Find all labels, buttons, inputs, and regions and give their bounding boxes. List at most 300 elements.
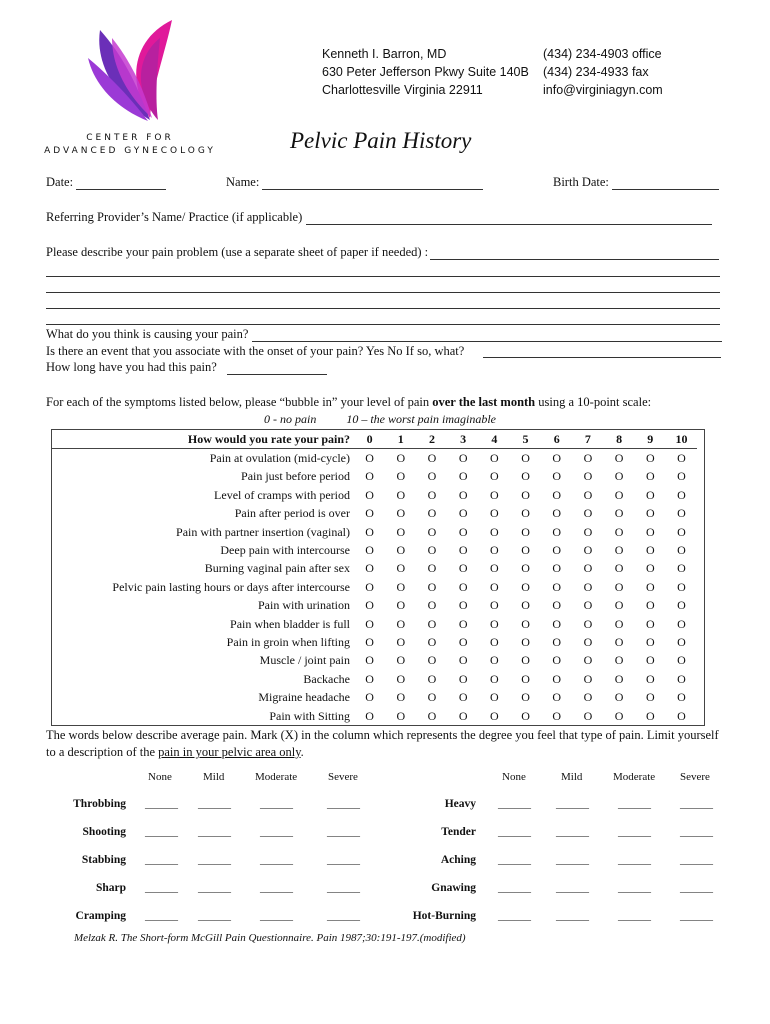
referring-field[interactable] [306, 224, 712, 225]
rating-bubble[interactable]: O [365, 524, 374, 539]
rating-bubble[interactable]: O [490, 616, 499, 631]
rating-column-1: 1 [397, 431, 404, 446]
pain-level-blank[interactable]: ______ [198, 854, 231, 866]
rating-bubble[interactable]: O [427, 579, 437, 594]
rating-bubble[interactable]: O [677, 671, 686, 686]
rating-bubble[interactable]: O [521, 671, 530, 686]
rating-bubble[interactable]: O [521, 579, 530, 594]
name-label: Name: [226, 175, 260, 189]
practice-contact [543, 45, 663, 99]
rating-bubble[interactable]: O [521, 653, 530, 668]
rating-bubble[interactable]: O [645, 579, 655, 594]
pain-word-label: Hot-Burning [412, 910, 476, 922]
rating-bubble[interactable]: O [458, 487, 468, 502]
rating-question: How would you rate your pain? [187, 431, 350, 446]
rating-bubble[interactable]: O [396, 690, 406, 705]
rating-bubble[interactable]: O [427, 690, 437, 705]
rating-bubble[interactable]: O [614, 579, 624, 594]
pain-word-label: Stabbing [81, 854, 126, 866]
rating-bubble[interactable]: O [490, 561, 499, 576]
rating-bubble[interactable]: O [583, 579, 593, 594]
rating-instructions-bold: over the last month [432, 395, 536, 409]
rating-bubble[interactable]: O [458, 598, 468, 613]
rating-bubble[interactable]: O [396, 469, 406, 484]
rating-bubble[interactable]: O [521, 634, 530, 649]
page-title: Pelvic Pain History [290, 128, 472, 153]
pain-level-blank[interactable]: ______ [680, 826, 713, 838]
rating-bubble[interactable]: O [396, 671, 406, 686]
pain-level-blank[interactable]: ______ [680, 854, 713, 866]
rating-bubble[interactable]: O [583, 690, 593, 705]
birth-date-field[interactable] [612, 189, 719, 190]
rating-bubble[interactable]: O [458, 671, 468, 686]
level-header-left-moderate: Moderate [255, 771, 298, 783]
rating-bubble[interactable]: O [490, 653, 499, 668]
rating-bubble[interactable]: O [365, 487, 374, 502]
rating-bubble[interactable]: O [458, 524, 468, 539]
rating-bubble[interactable]: O [614, 690, 624, 705]
level-header-left-none: None [148, 771, 172, 783]
describe-field-1[interactable] [430, 259, 719, 260]
rating-bubble[interactable]: O [427, 671, 437, 686]
rating-bubble[interactable]: O [645, 653, 655, 668]
rating-bubble[interactable]: O [677, 616, 686, 631]
rating-bubble[interactable]: O [458, 690, 468, 705]
rating-bubble[interactable]: O [677, 524, 686, 539]
rating-bubble[interactable]: O [552, 487, 562, 502]
pain-level-blank[interactable]: ______ [680, 798, 713, 810]
rating-bubble[interactable]: O [365, 616, 374, 631]
symptom-label: Pain with Sitting [269, 708, 350, 723]
rating-bubble[interactable]: O [458, 543, 468, 558]
level-header-right-moderate: Moderate [613, 771, 656, 783]
rating-bubble[interactable]: O [552, 524, 562, 539]
rating-bubble[interactable]: O [396, 487, 406, 502]
rating-row [52, 449, 697, 468]
rating-bubble[interactable]: O [677, 506, 686, 521]
rating-bubble[interactable]: O [583, 598, 593, 613]
rating-bubble[interactable]: O [677, 690, 686, 705]
pain-level-blank[interactable]: ______ [260, 910, 293, 922]
rating-bubble[interactable]: O [490, 634, 499, 649]
phone-office: (434) 234-4903 office [543, 47, 662, 61]
rating-bubble[interactable]: O [552, 598, 562, 613]
rating-bubble[interactable]: O [614, 598, 624, 613]
rating-bubble[interactable]: O [645, 543, 655, 558]
rating-bubble[interactable]: O [427, 616, 437, 631]
pain-level-blank[interactable]: ______ [618, 854, 651, 866]
rating-bubble[interactable]: O [614, 506, 624, 521]
pain-level-blank[interactable]: ______ [498, 882, 531, 894]
rating-bubble[interactable]: O [490, 671, 499, 686]
rating-bubble[interactable]: O [583, 616, 593, 631]
rating-bubble[interactable]: O [365, 708, 374, 723]
rating-bubble[interactable]: O [365, 561, 374, 576]
rating-bubble[interactable]: O [552, 616, 562, 631]
logo-line2: ADVANCED GYNECOLOGY [44, 146, 216, 156]
pain-level-blank[interactable]: ______ [198, 910, 231, 922]
rating-bubble[interactable]: O [552, 543, 562, 558]
pain-level-blank[interactable]: ______ [556, 826, 589, 838]
rating-column-6: 6 [553, 431, 560, 446]
rating-bubble[interactable]: O [583, 634, 593, 649]
rating-bubble[interactable]: O [645, 506, 655, 521]
rating-bubble[interactable]: O [614, 469, 624, 484]
rating-row [52, 505, 697, 523]
rating-header-row [52, 430, 697, 449]
rating-bubble[interactable]: O [583, 469, 593, 484]
address-line2: Charlottesville Virginia 22911 [322, 83, 483, 97]
symptom-label: Migraine headache [258, 690, 350, 705]
rating-bubble[interactable]: O [614, 543, 624, 558]
rating-bubble[interactable]: O [365, 598, 374, 613]
referring-label: Referring Provider’s Name/ Practice (if applicable) [46, 210, 303, 224]
rating-bubble[interactable]: O [677, 598, 686, 613]
rating-bubble[interactable]: O [458, 561, 468, 576]
rating-bubble[interactable]: O [458, 451, 468, 466]
rating-bubble[interactable]: O [614, 451, 624, 466]
level-header-right-severe: Severe [680, 771, 710, 783]
pain-level-blank[interactable]: ______ [327, 826, 360, 838]
rating-bubble[interactable]: O [583, 487, 593, 502]
rating-row [52, 560, 697, 578]
pain-level-blank[interactable]: ______ [498, 798, 531, 810]
pain-word-label: Tender [441, 826, 476, 838]
rating-bubble[interactable]: O [552, 579, 562, 594]
rating-bubble[interactable]: O [458, 653, 468, 668]
rating-bubble[interactable]: O [677, 487, 686, 502]
rating-row [52, 578, 697, 596]
rating-bubble[interactable]: O [645, 487, 655, 502]
rating-bubble[interactable]: O [458, 616, 468, 631]
rating-bubble[interactable]: O [365, 469, 374, 484]
pain-word-label: Aching [440, 854, 476, 866]
rating-bubble[interactable]: O [365, 690, 374, 705]
rating-bubble[interactable]: O [614, 561, 624, 576]
rating-bubble[interactable]: O [427, 634, 437, 649]
rating-bubble[interactable]: O [614, 487, 624, 502]
describe-field-2[interactable] [46, 276, 720, 277]
symptom-label: Pain in groin when lifting [226, 634, 350, 649]
pain-level-blank[interactable]: ______ [145, 798, 178, 810]
rating-bubble[interactable]: O [490, 708, 499, 723]
pain-level-blank[interactable]: ______ [498, 854, 531, 866]
rating-instructions-end: using a 10-point scale: [535, 395, 652, 409]
pain-level-blank[interactable]: ______ [618, 798, 651, 810]
pain-word-label: Throbbing [73, 798, 126, 810]
describe-label: Please describe your pain problem (use a separate sheet of paper if needed) : [46, 245, 429, 259]
pain-level-blank[interactable]: ______ [145, 882, 178, 894]
pain-level-blank[interactable]: ______ [556, 882, 589, 894]
rating-bubble[interactable]: O [583, 561, 593, 576]
rating-bubble[interactable]: O [521, 451, 530, 466]
pain-level-blank[interactable]: ______ [327, 882, 360, 894]
rating-bubble[interactable]: O [521, 616, 530, 631]
rating-bubble[interactable]: O [552, 634, 562, 649]
rating-bubble[interactable]: O [552, 708, 562, 723]
rating-bubble[interactable]: O [583, 653, 593, 668]
rating-bubble[interactable]: O [677, 451, 686, 466]
pain-level-blank[interactable]: ______ [198, 798, 231, 810]
how-long-field[interactable] [227, 374, 327, 375]
symptom-label: Burning vaginal pain after sex [204, 561, 350, 576]
rating-bubble[interactable]: O [552, 671, 562, 686]
pain-level-blank[interactable]: ______ [498, 910, 531, 922]
rating-bubble[interactable]: O [552, 469, 562, 484]
rating-bubble[interactable]: O [427, 598, 437, 613]
rating-bubble[interactable]: O [490, 598, 499, 613]
rating-bubble[interactable]: O [645, 561, 655, 576]
rating-row [52, 688, 697, 706]
rating-bubble[interactable]: O [365, 579, 374, 594]
rating-bubble[interactable]: O [490, 579, 499, 594]
pain-level-blank[interactable]: ______ [198, 826, 231, 838]
pain-level-blank[interactable]: ______ [556, 910, 589, 922]
pain-level-blank[interactable]: ______ [145, 854, 178, 866]
rating-bubble[interactable]: O [427, 469, 437, 484]
pain-level-blank[interactable]: ______ [260, 854, 293, 866]
rating-bubble[interactable]: O [365, 634, 374, 649]
logo [40, 18, 220, 158]
rating-bubble[interactable]: O [396, 634, 406, 649]
rating-bubble[interactable]: O [365, 671, 374, 686]
rating-bubble[interactable]: O [521, 561, 530, 576]
scale-legend [264, 412, 496, 427]
pain-level-blank[interactable]: ______ [680, 910, 713, 922]
describe-field-5[interactable] [46, 324, 720, 325]
describe-instructions-line2 [46, 744, 719, 761]
level-header-right-none: None [502, 771, 526, 783]
symptom-label: Pain when bladder is full [230, 616, 350, 631]
rating-bubble[interactable]: O [677, 634, 686, 649]
name-field[interactable] [262, 189, 483, 190]
rating-bubble[interactable]: O [583, 543, 593, 558]
rating-bubble[interactable]: O [427, 487, 437, 502]
rating-bubble[interactable]: O [521, 506, 530, 521]
rating-column-0: 0 [366, 431, 373, 446]
rating-bubble[interactable]: O [521, 543, 530, 558]
rating-bubble[interactable]: O [583, 671, 593, 686]
rating-bubble[interactable]: O [396, 579, 406, 594]
rating-bubble[interactable]: O [490, 469, 499, 484]
symptom-label: Backache [303, 671, 350, 686]
rating-bubble[interactable]: O [490, 506, 499, 521]
pain-word-label: Cramping [75, 910, 126, 922]
logo-line1: CENTER FOR [86, 133, 174, 143]
symptom-label: Muscle / joint pain [259, 653, 350, 668]
symptom-label: Pain at ovulation (mid-cycle) [209, 451, 350, 466]
pain-level-blank[interactable]: ______ [618, 910, 651, 922]
rating-bubble[interactable]: O [365, 451, 374, 466]
rating-bubble[interactable]: O [614, 524, 624, 539]
rating-bubble[interactable]: O [583, 524, 593, 539]
rating-bubble[interactable]: O [614, 671, 624, 686]
rating-row [52, 468, 697, 486]
rating-bubble[interactable]: O [458, 708, 468, 723]
how-long-label: How long have you had this pain? [46, 360, 217, 374]
rating-bubble[interactable]: O [645, 598, 655, 613]
rating-bubble[interactable]: O [583, 708, 593, 723]
rating-bubble[interactable]: O [614, 708, 624, 723]
rating-bubble[interactable]: O [677, 469, 686, 484]
rating-bubble[interactable]: O [427, 451, 437, 466]
pain-level-blank[interactable]: ______ [556, 798, 589, 810]
rating-bubble[interactable]: O [458, 506, 468, 521]
rating-bubble[interactable]: O [677, 708, 686, 723]
level-header-right-mild: Mild [561, 771, 583, 783]
pelvic-area-emphasis: pain in your pelvic area only [158, 745, 301, 759]
rating-bubble[interactable]: O [396, 616, 406, 631]
rating-bubble[interactable]: O [521, 487, 530, 502]
cause-field[interactable] [252, 341, 722, 342]
rating-bubble[interactable]: O [490, 451, 499, 466]
rating-bubble[interactable]: O [365, 543, 374, 558]
rating-bubble[interactable]: O [552, 690, 562, 705]
rating-row [52, 597, 697, 615]
rating-bubble[interactable]: O [645, 616, 655, 631]
rating-bubble[interactable]: O [552, 561, 562, 576]
rating-bubble[interactable]: O [552, 451, 562, 466]
birth-date-label: Birth Date: [553, 175, 609, 189]
rating-row [52, 523, 697, 541]
rating-bubble[interactable]: O [521, 598, 530, 613]
symptom-label: Pain after period is over [234, 506, 350, 521]
rating-row [52, 486, 697, 504]
rating-bubble[interactable]: O [645, 524, 655, 539]
pain-level-blank[interactable]: ______ [260, 882, 293, 894]
rating-bubble[interactable]: O [552, 653, 562, 668]
rating-bubble[interactable]: O [583, 451, 593, 466]
rating-bubble[interactable]: O [396, 653, 406, 668]
rating-bubble[interactable]: O [490, 524, 499, 539]
rating-bubble[interactable]: O [490, 690, 499, 705]
rating-row [52, 670, 697, 688]
rating-bubble[interactable]: O [458, 579, 468, 594]
rating-bubble[interactable]: O [427, 506, 437, 521]
rating-bubble[interactable]: O [614, 653, 624, 668]
doctor-name: Kenneth I. Barron, MD [322, 47, 447, 61]
rating-bubble[interactable]: O [645, 708, 655, 723]
logo-leaves-icon [40, 18, 220, 123]
describe-field-3[interactable] [46, 292, 720, 293]
pain-word-label: Gnawing [431, 882, 476, 894]
pain-level-blank[interactable]: ______ [556, 854, 589, 866]
pain-word-label: Sharp [95, 882, 126, 894]
rating-column-5: 5 [522, 431, 529, 446]
rating-bubble[interactable]: O [396, 543, 406, 558]
level-header-left-severe: Severe [328, 771, 358, 783]
rating-bubble[interactable]: O [396, 598, 406, 613]
rating-bubble[interactable]: O [396, 506, 406, 521]
pain-level-blank[interactable]: ______ [327, 854, 360, 866]
citation: Melzak R. The Short-form McGill Pain Questionnaire. Pain 1987;30:191-197.(modified) [74, 932, 466, 944]
rating-bubble[interactable]: O [614, 616, 624, 631]
rating-bubble[interactable]: O [614, 634, 624, 649]
pain-level-blank[interactable]: ______ [145, 910, 178, 922]
rating-column-2: 2 [428, 431, 435, 446]
rating-column-4: 4 [491, 431, 498, 446]
rating-bubble[interactable]: O [396, 524, 406, 539]
pain-level-blank[interactable]: ______ [498, 826, 531, 838]
rating-row [52, 652, 697, 670]
rating-column-10: 10 [675, 431, 688, 446]
rating-column-3: 3 [460, 431, 467, 446]
pain-level-blank[interactable]: ______ [145, 826, 178, 838]
cause-label: What do you think is causing your pain? [46, 327, 249, 341]
rating-bubble[interactable]: O [677, 653, 686, 668]
rating-table [51, 429, 705, 726]
pain-level-blank[interactable]: ______ [618, 882, 651, 894]
pain-level-blank[interactable]: ______ [260, 798, 293, 810]
rating-column-7: 7 [584, 431, 591, 446]
rating-bubble[interactable]: O [521, 469, 530, 484]
symptom-label: Pain just before period [241, 469, 350, 484]
rating-bubble[interactable]: O [521, 708, 530, 723]
describe-instructions-line1: The words below describe average pain. Mark (X) in the column which represents the degree you feel that type of pain. Limit yourself [46, 728, 719, 742]
rating-bubble[interactable]: O [427, 543, 437, 558]
pain-word-label: Shooting [82, 826, 126, 838]
rating-bubble[interactable]: O [521, 690, 530, 705]
level-header-left-mild: Mild [203, 771, 225, 783]
rating-bubble[interactable]: O [427, 561, 437, 576]
pain-level-blank[interactable]: ______ [618, 826, 651, 838]
pain-level-blank[interactable]: ______ [327, 798, 360, 810]
practice-address [322, 45, 529, 99]
date-field[interactable] [76, 189, 166, 190]
rating-bubble[interactable]: O [645, 469, 655, 484]
rating-bubble[interactable]: O [396, 708, 406, 723]
symptom-label: Level of cramps with period [214, 487, 350, 502]
rating-column-9: 9 [647, 431, 654, 446]
rating-bubble[interactable]: O [427, 653, 437, 668]
describe-instructions-text: to a description of the [46, 745, 159, 759]
email[interactable]: info@virginiagyn.com [543, 83, 663, 97]
rating-row [52, 615, 697, 633]
rating-bubble[interactable]: O [365, 653, 374, 668]
pain-level-blank[interactable]: ______ [680, 882, 713, 894]
rating-bubble[interactable]: O [427, 708, 437, 723]
rating-bubble[interactable]: O [458, 634, 468, 649]
rating-bubble[interactable]: O [365, 506, 374, 521]
pain-level-blank[interactable]: ______ [327, 910, 360, 922]
rating-bubble[interactable]: O [521, 524, 530, 539]
rating-bubble[interactable]: O [645, 634, 655, 649]
rating-bubble[interactable]: O [552, 506, 562, 521]
rating-bubble[interactable]: O [490, 543, 499, 558]
rating-bubble[interactable]: O [677, 579, 686, 594]
rating-bubble[interactable]: O [677, 543, 686, 558]
rating-bubble[interactable]: O [458, 469, 468, 484]
rating-bubble[interactable]: O [583, 506, 593, 521]
rating-bubble[interactable]: O [396, 561, 406, 576]
symptom-label: Pelvic pain lasting hours or days after intercourse [112, 579, 350, 594]
event-field[interactable] [483, 357, 721, 358]
rating-bubble[interactable]: O [645, 671, 655, 686]
describe-field-4[interactable] [46, 308, 720, 309]
pain-level-blank[interactable]: ______ [260, 826, 293, 838]
rating-bubble[interactable]: O [396, 451, 406, 466]
rating-instructions [46, 395, 651, 410]
rating-bubble[interactable]: O [427, 524, 437, 539]
rating-bubble[interactable]: O [645, 690, 655, 705]
pain-word-label: Heavy [444, 798, 476, 810]
pain-level-blank[interactable]: ______ [198, 882, 231, 894]
rating-bubble[interactable]: O [490, 487, 499, 502]
rating-column-8: 8 [616, 431, 623, 446]
rating-bubble[interactable]: O [645, 451, 655, 466]
rating-bubble[interactable]: O [677, 561, 686, 576]
scale-high: 10 – the worst pain imaginable [346, 412, 497, 426]
